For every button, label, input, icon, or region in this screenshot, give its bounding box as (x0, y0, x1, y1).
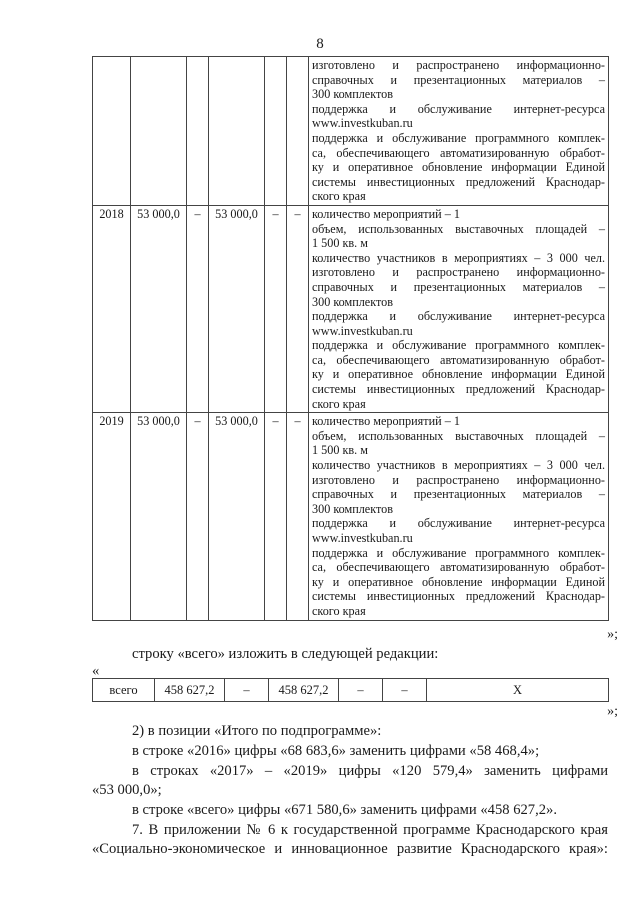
description-line: www.investkuban.ru (312, 323, 413, 338)
total-sum: 458 627,2 (155, 679, 225, 702)
col5-cell (265, 57, 287, 206)
description-line: ского края (312, 189, 366, 204)
total-cell: 53 000,0 (131, 413, 187, 620)
description-line: объем, использованных выставочных площадей – (312, 428, 605, 443)
description-line: 1 500 кв. м (312, 236, 368, 251)
col4-cell: 53 000,0 (209, 205, 265, 412)
col6-cell: – (287, 205, 309, 412)
closing-quote: »; (607, 627, 618, 642)
col4-cell (209, 57, 265, 206)
description-line: количество мероприятий – 1 (312, 206, 460, 221)
total-row (93, 679, 609, 702)
description-line: изготовлено и распространено информационно- (312, 472, 605, 487)
description-line: системы инвестиционных предложений Краснодар- (312, 589, 605, 604)
description-line: ского края (312, 396, 366, 411)
description-line: ку и оперативное обновление информации Единой (312, 574, 605, 589)
description-line: са, обеспечивающего автоматизированную обработ- (312, 145, 605, 160)
paragraph-total: в строке «всего» цифры «671 580,6» заменить цифрами «458 627,2». (132, 802, 557, 818)
year-cell: 2018 (93, 205, 131, 412)
description-line: объем, использованных выставочных площадей – (312, 221, 605, 236)
description-line: изготовлено и распространено информационно- (312, 58, 605, 72)
closing-quote: »; (607, 704, 618, 719)
total-col4: 458 627,2 (269, 679, 339, 702)
total-col3: – (225, 679, 269, 702)
paragraph-2017-2019: в строках «2017» – «2019» цифры «120 579,4» заменить цифрами (132, 763, 608, 779)
description-line: www.investkuban.ru (312, 116, 413, 131)
description-line: изготовлено и распространено информационно- (312, 265, 605, 280)
page-number: 8 (316, 36, 324, 52)
description-line: поддержка и обслуживание интернет-ресурса (312, 516, 605, 531)
total-col6: – (383, 679, 427, 702)
description-line: са, обеспечивающего автоматизированную обработ- (312, 352, 605, 367)
description-line: 300 комплектов (312, 501, 393, 516)
paragraph-item-7: 7. В приложении № 6 к государственной программе Краснодарского края (132, 822, 608, 838)
col6-cell: – (287, 413, 309, 620)
description-line: 300 комплектов (312, 87, 393, 102)
total-desc: X (427, 679, 609, 702)
col3-cell: – (187, 413, 209, 620)
table-row (93, 205, 609, 412)
paragraph-item-2: 2) в позиции «Итого по подпрограмме»: (132, 723, 382, 739)
indicators-table (92, 56, 609, 621)
col5-cell: – (265, 205, 287, 412)
description-line: поддержка и обслуживание интернет-ресурса (312, 309, 605, 324)
description-line: поддержка и обслуживание программного комплек- (312, 130, 605, 145)
description-line: системы инвестиционных предложений Краснодар- (312, 174, 605, 189)
description-line: справочных и презентационных материалов – (312, 72, 605, 87)
description-line: системы инвестиционных предложений Краснодар- (312, 382, 605, 397)
description-line: количество участников в мероприятиях – 3 000 чел. (312, 458, 605, 473)
description-cell (309, 205, 609, 412)
paragraph-program-name: «Социально-экономическое и инновационное развитие Краснодарского края»: (92, 841, 608, 857)
col3-cell (187, 57, 209, 206)
opening-quote: « (92, 663, 100, 679)
description-line: ку и оперативное обновление информации Единой (312, 367, 605, 382)
description-line: справочных и презентационных материалов – (312, 279, 605, 294)
paragraph-2017-2019-cont: «53 000,0»; (92, 782, 162, 798)
description-line: количество мероприятий – 1 (312, 414, 460, 429)
description-line: ского края (312, 603, 366, 618)
table-row (93, 57, 609, 206)
total-row-table (92, 678, 609, 702)
description-line: www.investkuban.ru (312, 531, 413, 545)
instruction-total-row: строку «всего» изложить в следующей редакции: (132, 646, 439, 662)
description-line: поддержка и обслуживание программного комплек- (312, 545, 605, 560)
col4-cell: 53 000,0 (209, 413, 265, 620)
description-line: количество участников в мероприятиях – 3 000 чел. (312, 250, 605, 265)
total-cell: 53 000,0 (131, 205, 187, 412)
col5-cell: – (265, 413, 287, 620)
description-line: поддержка и обслуживание интернет-ресурса (312, 101, 605, 116)
total-col5: – (339, 679, 383, 702)
description-line: справочных и презентационных материалов – (312, 487, 605, 502)
year-cell (93, 57, 131, 206)
description-line: 300 комплектов (312, 294, 393, 309)
description-line: 1 500 кв. м (312, 443, 368, 458)
year-cell: 2019 (93, 413, 131, 620)
description-cell (309, 413, 609, 620)
col6-cell (287, 57, 309, 206)
table-row (93, 413, 609, 620)
description-line: поддержка и обслуживание программного комплек- (312, 338, 605, 353)
description-line: ку и оперативное обновление информации Единой (312, 160, 605, 175)
total-label: всего (93, 679, 155, 702)
total-cell (131, 57, 187, 206)
description-line: са, обеспечивающего автоматизированную обработ- (312, 560, 605, 575)
description-cell (309, 57, 609, 206)
paragraph-2016: в строке «2016» цифры «68 683,6» заменить цифрами «58 468,4»; (132, 743, 540, 759)
col3-cell: – (187, 205, 209, 412)
